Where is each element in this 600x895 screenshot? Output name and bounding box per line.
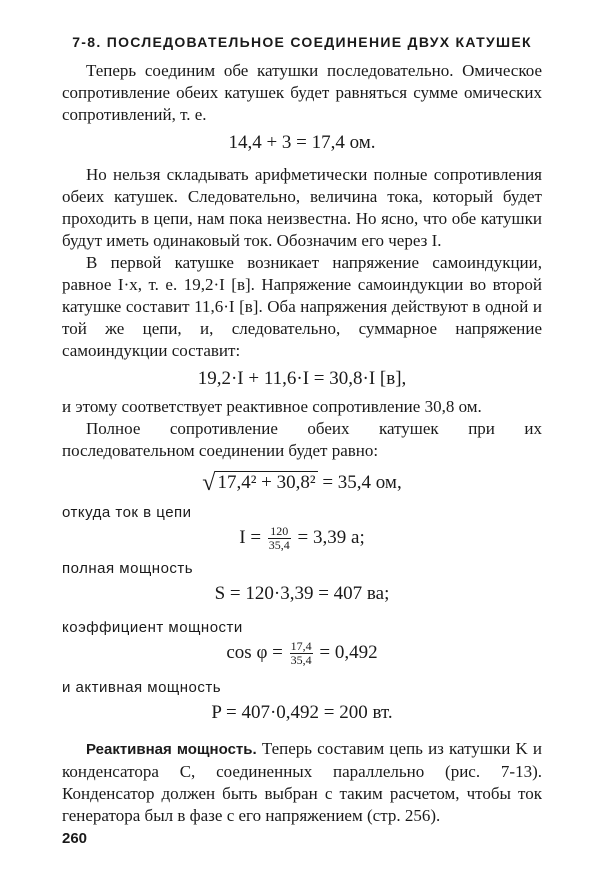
paragraph-total-impedance: Полное сопротивление обеих катушек при их последовательном соединении будет равно: <box>62 419 542 460</box>
label-power-factor: коэффициент мощности <box>62 619 243 637</box>
page-content <box>62 34 542 827</box>
paragraph-reactive-power-text: Теперь составим цепь из катушки K и конденсатора C, соединенных параллельно (рис. 7-13). Конденсатор должен быть выбран с таким расчетом, чтобы ток генератора был в фазе с его напряжением (стр. 256). <box>62 739 543 826</box>
formula-current-lhs: I = <box>239 527 262 548</box>
label-active-power: и активная мощность <box>62 679 222 697</box>
formula-active-power: P = 407·0,492 = 200 вт. <box>211 702 393 724</box>
fraction-numerator: 17,4 <box>290 639 312 654</box>
formula-power-factor <box>62 640 542 667</box>
paragraph-series-resistance: Теперь соединим обе катушки последовательно. Омическое сопротивление обеих катушек будет равняться сумме омических сопротивлений, т. е. <box>62 61 542 124</box>
label-apparent-power: полная мощность <box>62 560 194 578</box>
formula-cos-rhs: = 0,492 <box>319 642 378 664</box>
paragraph-self-induction: В первой катушке возникает напряжение самоиндукции, равное I·x, т. е. 19,2·I [в]. Напряжение самоиндукции во второй катушке составит 11,6·I [в]. Оба напряжения действуют в одной и той же цепи, и, следовательно, суммарное напряжение самоиндукции составит: <box>62 253 542 360</box>
paragraph-impedance-note: Но нельзя складывать арифметически полные сопротивления обеих катушек. Следовательно, величина тока, который будет проходить в цепи, нам пока неизвестна. Но ясно, что обе катушки будут иметь одинаковый ток. Обозначим его через I. <box>62 165 542 250</box>
formula-ohmic-sum: 14,4 + 3 = 17,4 ом. <box>228 132 376 153</box>
fraction-current <box>268 525 291 552</box>
formula-current <box>62 525 542 552</box>
fraction-denominator: 35,4 <box>268 538 290 553</box>
formula-radicand: 17,4² + 30,8² <box>217 472 316 493</box>
runin-heading: Реактивная мощность. <box>86 741 257 759</box>
formula-impedance-result: = 35,4 ом, <box>322 472 402 493</box>
formula-induction-sum: 19,2·I + 11,6·I = 30,8·I [в], <box>197 368 407 389</box>
page-number: 260 <box>62 830 88 847</box>
formula-impedance-sqrt <box>62 470 542 496</box>
fraction-denominator: 35,4 <box>290 653 312 668</box>
formula-current-rhs: = 3,39 а; <box>297 527 365 548</box>
fraction-power-factor <box>290 640 313 667</box>
paragraph-reactive-power <box>62 738 542 827</box>
fraction-numerator: 120 <box>268 525 291 539</box>
formula-apparent-power: S = 120·3,39 = 407 ва; <box>214 583 390 605</box>
formula-cos-lhs: cos φ = <box>226 642 283 664</box>
sqrt-sign: √ <box>202 470 216 496</box>
label-current: откуда ток в цепи <box>62 504 192 521</box>
section-heading: 7-8. ПОСЛЕДОВАТЕЛЬНОЕ СОЕДИНЕНИЕ ДВУХ КАТУШЕК <box>72 34 532 50</box>
paragraph-reactance: и этому соответствует реактивное сопротивление 30,8 ом. <box>62 397 482 416</box>
